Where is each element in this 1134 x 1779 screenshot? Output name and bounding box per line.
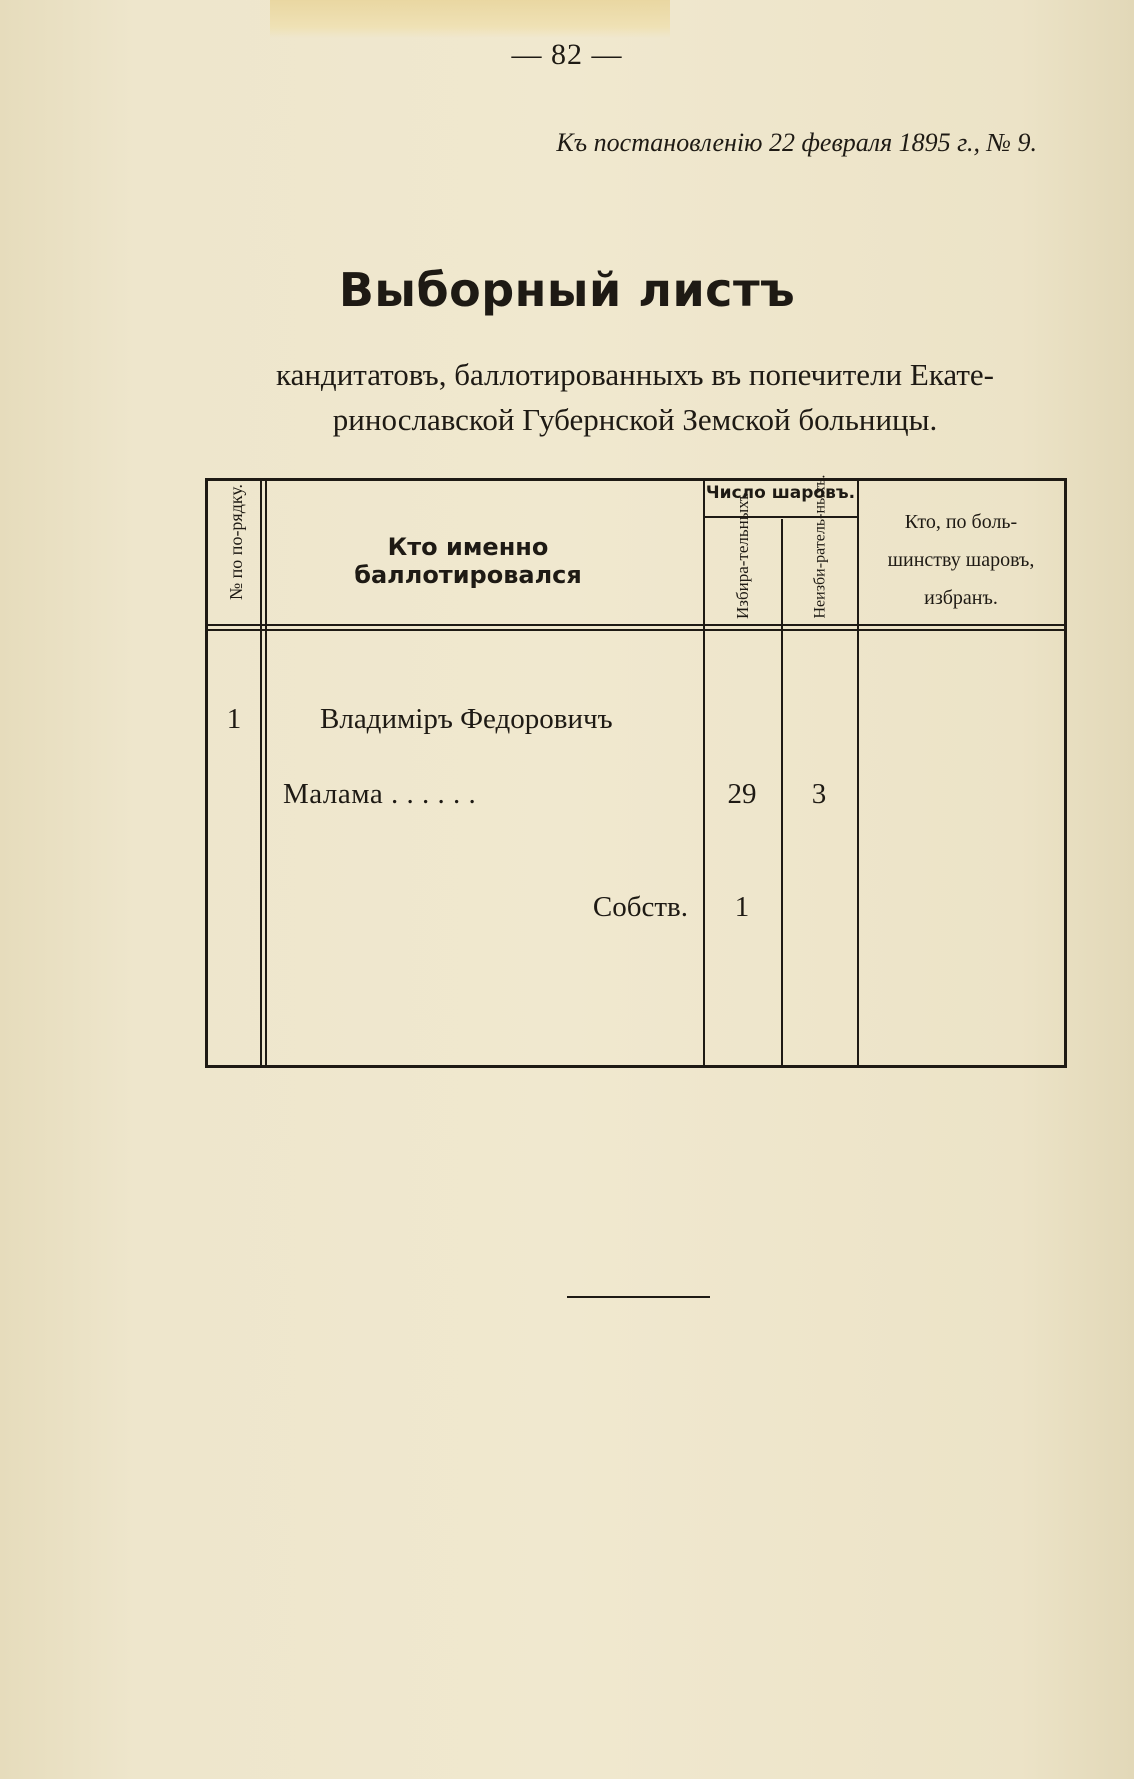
document-title: Выборный листъ [338, 263, 796, 317]
header-elected-line-2: шинству шаровъ, [887, 549, 1035, 571]
header-elected-line-3: избранъ. [924, 587, 998, 609]
header-number: № по по-рядку. [226, 483, 246, 600]
table-cell-name-line-1: Владиміръ Федоровичъ [320, 703, 613, 735]
table-cell-name-line-2: Малама . . . . . . [283, 778, 477, 810]
subtitle-line-1: кандитатовъ, баллотированныхъ въ попечители Екате- [275, 357, 994, 392]
closing-rule [567, 1296, 710, 1298]
table-cell-number: 1 [226, 703, 242, 735]
ballot-table [205, 474, 1067, 1068]
header-votes-group: Число шаровъ. [705, 483, 856, 503]
table-cell-votes-against: 3 [811, 778, 827, 810]
subtitle-line-2: ринославской Губернской Земской больницы. [332, 402, 938, 437]
table-rule [208, 629, 1064, 631]
paper-tape-strip [270, 0, 670, 38]
table-cell-votes-for: 1 [734, 891, 750, 923]
header-name: Кто именно баллотировался [354, 533, 582, 589]
header-votes-for: Избира-тельныхъ. [733, 487, 752, 619]
table-rule [703, 481, 705, 1065]
header-votes-against: Неизби-ратель-ныхъ. [811, 474, 829, 619]
header-elected [858, 503, 1064, 617]
table-rule [265, 481, 267, 1065]
page-number: — 82 — [511, 38, 623, 71]
resolution-reference: Къ постановленію 22 февраля 1895 г., № 9. [556, 128, 1037, 157]
document-subtitle [190, 352, 1080, 442]
table-rule [703, 516, 857, 518]
table-rule [208, 624, 1064, 626]
table-rule [260, 481, 262, 1065]
header-elected-line-1: Кто, по боль- [904, 511, 1018, 533]
table-cell-name-line-2: Собств. [592, 891, 688, 923]
table-cell-votes-for: 29 [727, 778, 757, 810]
